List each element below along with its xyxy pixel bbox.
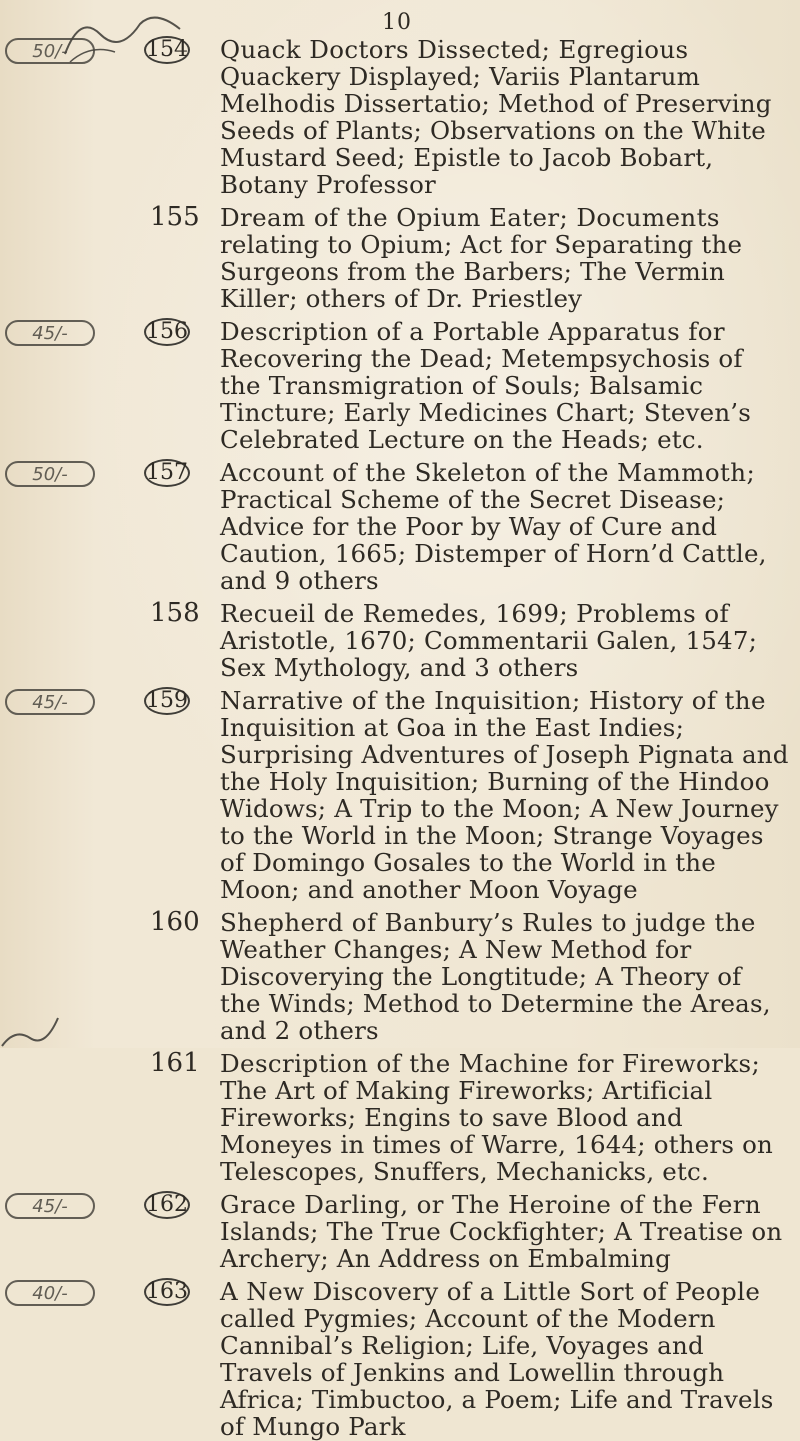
entry-number: 157 — [146, 460, 188, 485]
catalogue-entry-163 — [32, 1277, 790, 1441]
price-note — [5, 461, 155, 487]
price-note — [5, 38, 155, 64]
catalogue-entry-161 — [150, 1050, 790, 1185]
price-note — [5, 1193, 155, 1219]
catalogue-entry-157 — [32, 458, 790, 595]
entry-description: Description of a Portable Apparatus for Recovering the Dead; Metempsychosis of the Transmigration of Souls; Balsamic Tincture; Early Medicines Chart; Steven’s Celebrated Lecture on the Heads; etc. — [220, 317, 752, 454]
entry-number: 163 — [146, 1279, 188, 1304]
entry-number: 155 — [150, 202, 200, 232]
price-note — [5, 1280, 155, 1306]
catalogue-entry-154 — [32, 35, 790, 199]
catalogue-entry-156 — [32, 317, 790, 454]
catalogue-entry-155 — [150, 204, 790, 312]
catalogue-entries — [0, 36, 800, 1440]
price-note — [5, 320, 155, 346]
entry-description: Grace Darling, or The Heroine of the Fern Islands; The True Cockfighter; A Treatise on Archery; An Address on Embalming — [220, 1190, 783, 1273]
entry-description: Quack Doctors Dissected; Egregious Quackery Displayed; Variis Plantarum Melhodis Dissertatio; Method of Preserving Seeds of Plants; Observations on the White Mustard Seed; Epistle to Jacob Bobart, Botany Professor — [220, 35, 772, 199]
entry-description: Narrative of the Inquisition; History of the Inquisition at Goa in the East Indies; Surprising Adventures of Joseph Pignata and the Holy Inquisition; Burning of the Hindoo Widows; A Trip to the Moon; A New Journey to the World in the Moon; Strange Voyages of Domingo Gosales to the World in the Moon; and another Moon Voyage — [220, 686, 789, 904]
catalogue-entry-160 — [150, 909, 790, 1044]
price-note-text: 45/- — [5, 1193, 95, 1219]
entry-number: 159 — [146, 688, 188, 713]
price-note-text: 50/- — [5, 38, 95, 64]
price-note-text: 40/- — [5, 1280, 95, 1306]
entry-number: 154 — [146, 37, 188, 62]
pencil-mark-icon — [0, 1008, 60, 1048]
page-number: 10 — [382, 10, 412, 35]
entry-description: Account of the Skeleton of the Mammoth; Practical Scheme of the Secret Disease; Advice for the Poor by Way of Cure and Caution, 1665; Distemper of Horn’d Cattle, and 9 others — [220, 458, 767, 595]
catalogue-entry-158 — [150, 600, 790, 681]
entry-number: 161 — [150, 1048, 200, 1078]
entry-number: 160 — [150, 907, 200, 937]
price-note-text: 45/- — [5, 689, 95, 715]
entry-description: Dream of the Opium Eater; Documents relating to Opium; Act for Separating the Surgeons from the Barbers; The Vermin Killer; others of Dr. Priestley — [220, 203, 743, 313]
price-note — [5, 689, 155, 715]
entry-description: Recueil de Remedes, 1699; Problems of Aristotle, 1670; Commentarii Galen, 1547; Sex Mythology, and 3 others — [220, 599, 758, 682]
catalogue-entry-159 — [32, 686, 790, 904]
entry-description: A New Discovery of a Little Sort of People called Pygmies; Account of the Modern Cannibal’s Religion; Life, Voyages and Travels of Jenkins and Lowellin through Africa; Timbuctoo, a Poem; Life and Travels of Mungo Park — [220, 1277, 774, 1441]
entry-number: 156 — [146, 319, 188, 344]
price-note-text: 45/- — [5, 320, 95, 346]
price-note-text: 50/- — [5, 461, 95, 487]
catalogue-entry-162 — [32, 1190, 790, 1273]
entry-number: 158 — [150, 598, 200, 628]
entry-description: Shepherd of Banbury’s Rules to judge the Weather Changes; A New Method for Discoverying the Longtitude; A Theory of the Winds; Method to Determine the Areas, and 2 others — [220, 908, 771, 1045]
entry-description: Description of the Machine for Fireworks; The Art of Making Fireworks; Artificial Fireworks; Engins to save Blood and Moneyes in times of Warre, 1644; others on Telescopes, Snuffers, Mechanicks, etc. — [220, 1049, 774, 1186]
entry-number: 162 — [146, 1192, 188, 1217]
